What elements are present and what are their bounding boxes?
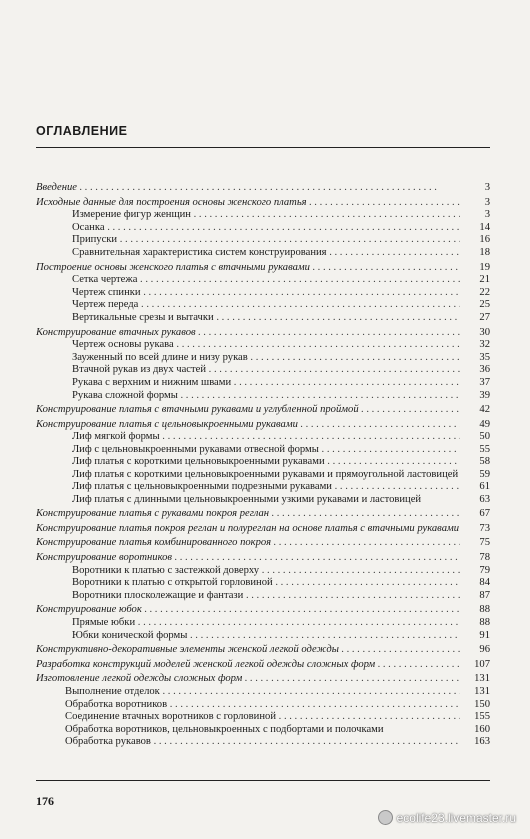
toc-entry-page: 91 [479, 629, 490, 641]
toc-entry-title: Лиф платья с длинными цельновыкроенными узкими рукавами и ластовицей [72, 494, 422, 506]
toc-entry-title: Конструирование платья с втачными рукавами и углубленной проймой . . . [36, 404, 460, 417]
toc-entry-page: 88 [479, 604, 490, 616]
toc-entry [36, 419, 490, 432]
toc-entry-title: Введение . . . [36, 182, 460, 195]
toc-entry [36, 312, 490, 325]
toc-entry-page: 61 [479, 481, 490, 493]
toc-entry-title: Лиф платья с цельновыкроенными подрезными рукавами . . . [36, 481, 460, 494]
watermark [378, 810, 516, 825]
toc-entry-page: 58 [479, 456, 490, 468]
toc-entry [36, 644, 490, 657]
toc-entry-title: Втачной рукав из двух частей . . . [36, 364, 460, 377]
toc-entry-page: 3 [484, 196, 490, 208]
bottom-rule [36, 780, 490, 781]
toc-entry-title: Припуски . . . [36, 234, 460, 247]
toc-entry-title: Исходные данные для построения основы женского платья . . . [36, 197, 460, 210]
toc-entry [36, 523, 490, 535]
toc-entry [36, 481, 490, 494]
watermark-text: ecolife23.livemaster.ru [396, 810, 516, 825]
toc-entry [36, 724, 490, 736]
table-of-contents [36, 180, 490, 749]
toc-entry-page: 39 [479, 389, 490, 401]
toc-entry-title: Лиф платья с короткими цельновыкроенными рукавами и прямоугольной ластовицей [72, 469, 459, 481]
toc-entry [36, 377, 490, 390]
toc-entry-title: Вертикальные срезы и вытачки . . . [36, 312, 460, 325]
toc-entry [36, 262, 490, 275]
toc-entry-page: 21 [479, 274, 490, 286]
toc-entry [36, 736, 490, 749]
toc-entry-title: Чертеж переда . . . [36, 299, 460, 312]
toc-entry [36, 604, 490, 617]
toc-entry-page: 55 [479, 443, 490, 455]
toc-entry-page: 59 [479, 469, 490, 481]
toc-entry-title: Лиф мягкой формы . . . [36, 431, 460, 444]
toc-entry [36, 537, 490, 550]
toc-entry-title: Конструктивно-декоративные элементы женской легкой одежды . . . [36, 644, 460, 657]
toc-entry [36, 339, 490, 352]
toc-entry-title: Соединение втачных воротников с горловиной . . . [36, 711, 460, 724]
toc-entry-page: 96 [479, 644, 490, 656]
toc-entry-page: 50 [479, 431, 490, 443]
toc-entry-title: Конструирование платья покроя реглан и полуреглан на основе платья с втачными рукавами [36, 523, 460, 535]
toc-entry [36, 565, 490, 578]
toc-entry-title: Измерение фигур женщин . . . [36, 209, 460, 222]
page-number: 176 [36, 794, 54, 808]
toc-entry-page: 63 [479, 494, 490, 506]
toc-entry [36, 456, 490, 469]
toc-entry-title: Обработка воротников . . . [36, 699, 460, 712]
toc-entry [36, 299, 490, 312]
toc-entry-page: 16 [479, 234, 490, 246]
toc-entry-title: Обработка воротников, цельновыкроенных с подбортами и полочками [65, 723, 384, 735]
toc-entry-page: 42 [479, 404, 490, 416]
toc-entry [36, 327, 490, 340]
page-title: ОГЛАВЛЕНИЕ [36, 124, 128, 138]
toc-entry-page: 131 [474, 686, 490, 697]
toc-entry-page: 3 [484, 209, 490, 221]
toc-entry-page: 75 [479, 537, 490, 549]
toc-entry [36, 630, 490, 643]
toc-entry-title: Построение основы женского платья с втачными рукавами . . . [36, 262, 460, 275]
toc-entry-page: 19 [479, 261, 490, 273]
toc-entry-title: Разработка конструкций моделей женской легкой одежды сложных форм . . . [36, 659, 460, 672]
toc-entry [36, 197, 490, 210]
toc-entry-title: Рукава сложной формы . . . [36, 390, 460, 403]
toc-entry-page: 88 [479, 617, 490, 629]
toc-entry-title: Лиф платья с короткими цельновыкроенными рукавами . . . [36, 456, 460, 469]
toc-entry-page: 84 [479, 577, 490, 589]
toc-entry-page: 131 [474, 673, 490, 685]
toc-entry-page: 73 [479, 523, 490, 535]
toc-entry-page: 49 [479, 418, 490, 430]
top-rule [36, 147, 490, 148]
toc-entry-page: 78 [479, 552, 490, 564]
toc-entry-page: 107 [474, 658, 490, 670]
toc-entry-title: Воротники плосколежащие и фантази . . . [36, 590, 460, 603]
toc-entry [36, 209, 490, 222]
toc-entry [36, 673, 490, 686]
toc-entry [36, 287, 490, 300]
toc-entry-page: 27 [479, 311, 490, 323]
toc-entry-page: 67 [479, 508, 490, 520]
toc-entry-title: Конструирование платья с цельновыкроенными рукавами . . . [36, 419, 460, 432]
toc-entry [36, 352, 490, 365]
toc-entry-page: 163 [474, 736, 490, 748]
toc-entry [36, 699, 490, 712]
toc-entry-title: Конструирование воротников . . . [36, 552, 460, 565]
toc-entry-title: Конструирование втачных рукавов . . . [36, 327, 460, 340]
toc-entry [36, 577, 490, 590]
toc-entry-title: Сравнительная характеристика систем конструирования . . . [36, 247, 460, 260]
toc-entry-title: Зауженный по всей длине и низу рукав . . . [36, 352, 460, 365]
toc-entry [36, 659, 490, 672]
toc-entry-page: 36 [479, 364, 490, 376]
toc-entry-page: 32 [479, 339, 490, 351]
toc-entry-title: Обработка рукавов . . . [36, 736, 460, 749]
toc-entry-page: 37 [479, 376, 490, 388]
toc-entry [36, 234, 490, 247]
toc-entry-page: 3 [484, 182, 490, 193]
toc-entry [36, 247, 490, 260]
toc-entry [36, 552, 490, 565]
toc-entry [36, 617, 490, 630]
toc-entry-page: 155 [474, 711, 490, 723]
toc-entry [36, 590, 490, 603]
toc-entry [36, 182, 490, 195]
toc-entry-title: Прямые юбки . . . [36, 617, 460, 630]
toc-entry-title: Конструирование юбок . . . [36, 604, 460, 617]
toc-entry-page: 18 [479, 246, 490, 258]
toc-entry [36, 494, 490, 506]
toc-entry-title: Воротники к платью с застежкой доверху . . . [36, 565, 460, 578]
toc-entry [36, 431, 490, 444]
toc-entry-page: 22 [479, 286, 490, 298]
toc-entry [36, 274, 490, 287]
toc-entry [36, 508, 490, 521]
toc-entry [36, 364, 490, 377]
livemaster-logo-icon [378, 810, 393, 825]
toc-entry-title: Чертеж основы рукава . . . [36, 339, 460, 352]
toc-entry-title: Чертеж спинки . . . [36, 287, 460, 300]
toc-entry [36, 444, 490, 457]
toc-entry-title: Изготовление легкой одежды сложных форм . . . [36, 673, 460, 686]
toc-entry-page: 30 [479, 326, 490, 338]
toc-entry-title: Воротники к платью с открытой горловиной . . . [36, 577, 460, 590]
toc-entry [36, 390, 490, 403]
toc-entry [36, 404, 490, 417]
toc-entry-page: 160 [474, 723, 490, 735]
toc-entry [36, 711, 490, 724]
toc-entry-title: Лиф с цельновыкроенными рукавами отвесной формы . . . [36, 444, 460, 457]
toc-entry [36, 686, 490, 699]
toc-entry-page: 35 [479, 351, 490, 363]
toc-entry-page: 25 [479, 299, 490, 311]
toc-entry [36, 222, 490, 235]
toc-entry-page: 150 [474, 698, 490, 710]
toc-entry-title: Осанка . . . [36, 222, 460, 235]
toc-entry-page: 79 [479, 564, 490, 576]
toc-entry-page: 87 [479, 589, 490, 601]
toc-entry-title: Рукава с верхним и нижним швами . . . [36, 377, 460, 390]
toc-entry-title: Юбки конической формы . . . [36, 630, 460, 643]
toc-entry-page: 14 [479, 221, 490, 233]
toc-entry-title: Конструирование платья с рукавами покроя реглан . . . [36, 508, 460, 521]
toc-entry-title: Сетка чертежа . . . [36, 274, 460, 287]
toc-entry-title: Выполнение отделок . . . [36, 686, 460, 699]
toc-entry [36, 469, 490, 481]
toc-entry-title: Конструирование платья комбинированного покроя . . . [36, 537, 460, 550]
